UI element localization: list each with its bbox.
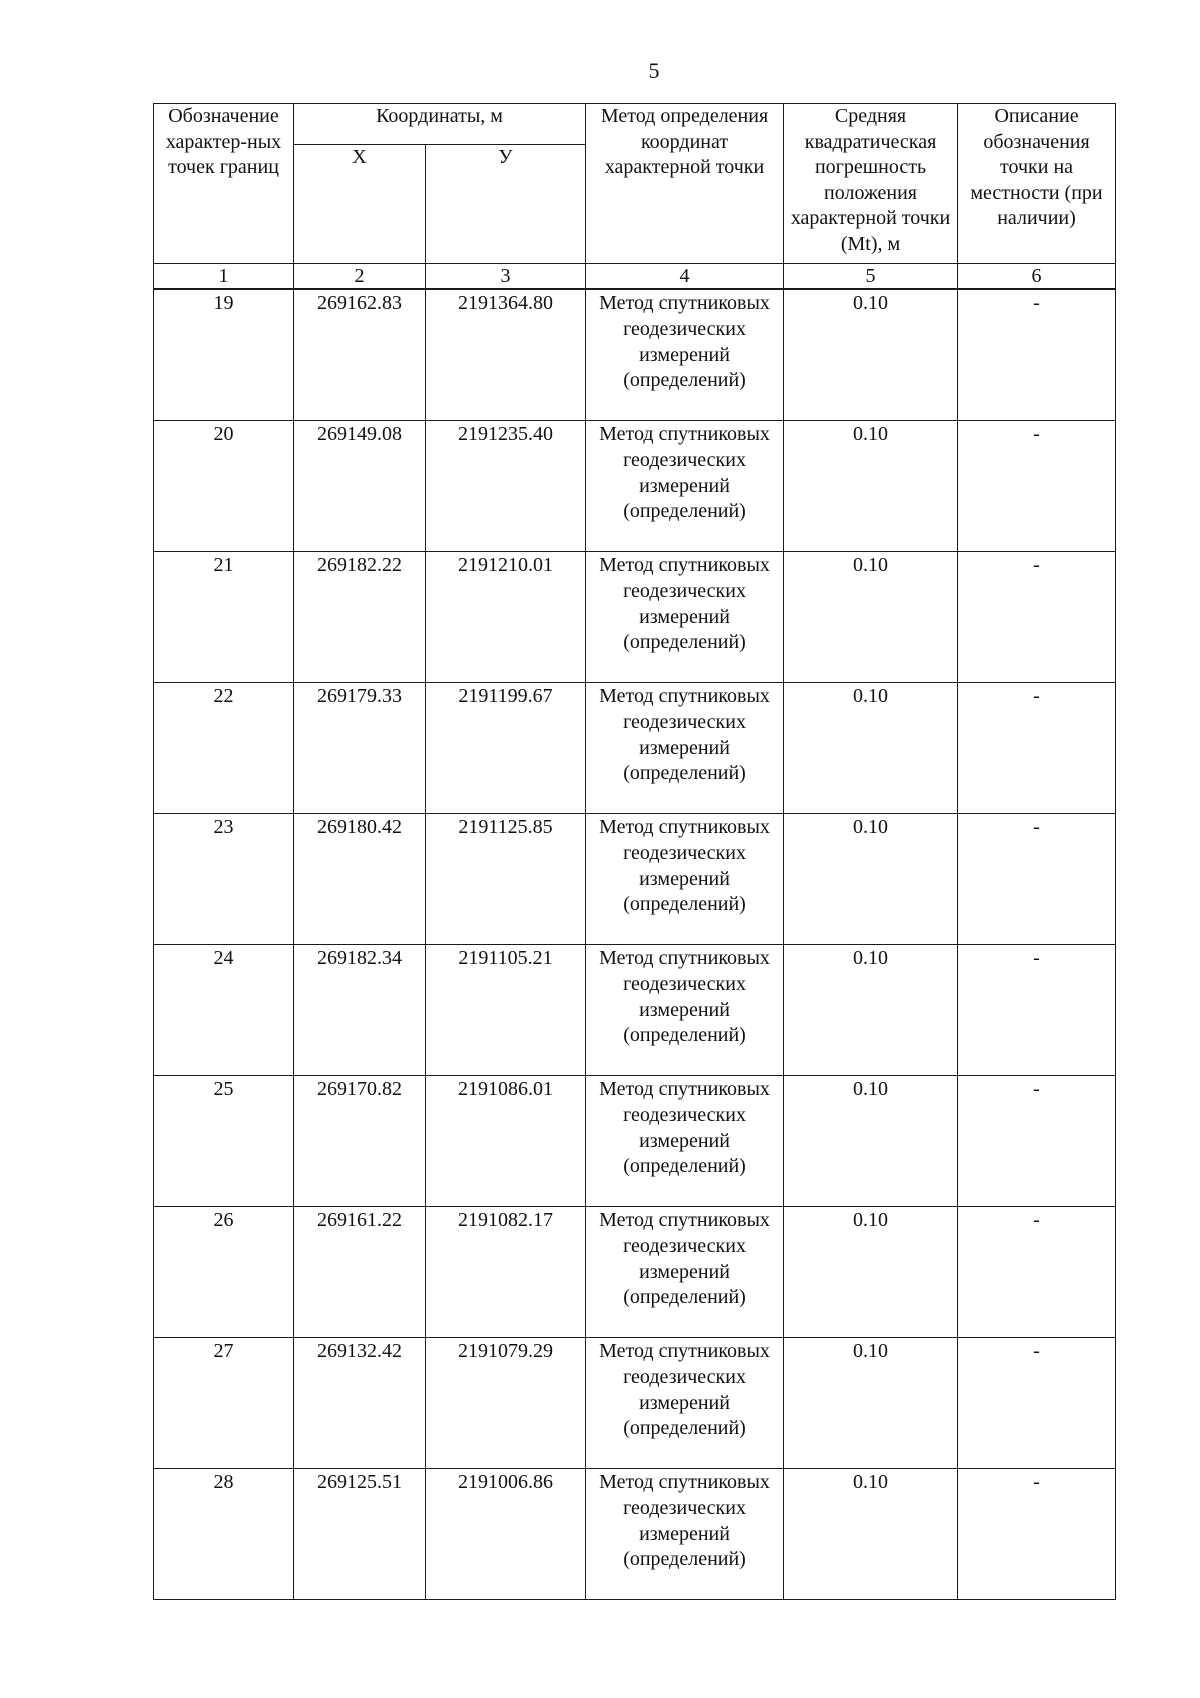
method-cell: Метод спутниковых геодезических измерений (определений) xyxy=(586,552,784,683)
table-row xyxy=(154,1338,1116,1469)
column-number: 1 xyxy=(154,264,294,290)
description-cell: - xyxy=(958,1338,1116,1469)
error-cell: 0.10 xyxy=(784,814,958,945)
method-cell: Метод спутниковых геодезических измерений (определений) xyxy=(586,683,784,814)
column-number: 4 xyxy=(586,264,784,290)
point-cell: 24 xyxy=(154,945,294,1076)
method-cell: Метод спутниковых геодезических измерений (определений) xyxy=(586,421,784,552)
header-description: Описание обозначения точки на местности (при наличии) xyxy=(958,104,1116,264)
description-cell: - xyxy=(958,289,1116,421)
error-cell: 0.10 xyxy=(784,945,958,1076)
description-cell: - xyxy=(958,683,1116,814)
description-cell: - xyxy=(958,814,1116,945)
table-row xyxy=(154,814,1116,945)
point-cell: 22 xyxy=(154,683,294,814)
table-row xyxy=(154,683,1116,814)
description-cell: - xyxy=(958,1076,1116,1207)
method-cell: Метод спутниковых геодезических измерений (определений) xyxy=(586,1207,784,1338)
table-row xyxy=(154,945,1116,1076)
x-coordinate-cell: 269132.42 xyxy=(294,1338,426,1469)
y-coordinate-cell: 2191199.67 xyxy=(426,683,586,814)
description-cell: - xyxy=(958,1469,1116,1600)
y-coordinate-cell: 2191079.29 xyxy=(426,1338,586,1469)
x-coordinate-cell: 269162.83 xyxy=(294,289,426,421)
header-y: У xyxy=(426,145,586,264)
method-cell: Метод спутниковых геодезических измерений (определений) xyxy=(586,945,784,1076)
y-coordinate-cell: 2191235.40 xyxy=(426,421,586,552)
description-cell: - xyxy=(958,421,1116,552)
y-coordinate-cell: 2191210.01 xyxy=(426,552,586,683)
description-cell: - xyxy=(958,945,1116,1076)
header-coordinates: Координаты, м xyxy=(294,104,586,145)
point-cell: 28 xyxy=(154,1469,294,1600)
point-cell: 20 xyxy=(154,421,294,552)
table-row xyxy=(154,1469,1116,1600)
method-cell: Метод спутниковых геодезических измерений (определений) xyxy=(586,289,784,421)
method-cell: Метод спутниковых геодезических измерений (определений) xyxy=(586,1338,784,1469)
table-body xyxy=(154,289,1116,1600)
x-coordinate-cell: 269149.08 xyxy=(294,421,426,552)
x-coordinate-cell: 269125.51 xyxy=(294,1469,426,1600)
method-cell: Метод спутниковых геодезических измерений (определений) xyxy=(586,1469,784,1600)
x-coordinate-cell: 269182.22 xyxy=(294,552,426,683)
y-coordinate-cell: 2191364.80 xyxy=(426,289,586,421)
y-coordinate-cell: 2191006.86 xyxy=(426,1469,586,1600)
header-designation: Обозначение характер-ных точек границ xyxy=(154,104,294,264)
description-cell: - xyxy=(958,1207,1116,1338)
method-cell: Метод спутниковых геодезических измерений (определений) xyxy=(586,814,784,945)
table-row xyxy=(154,552,1116,683)
point-cell: 26 xyxy=(154,1207,294,1338)
header-error: Средняя квадратическая погрешность положения характерной точки (Mt), м xyxy=(784,104,958,264)
error-cell: 0.10 xyxy=(784,289,958,421)
y-coordinate-cell: 2191125.85 xyxy=(426,814,586,945)
point-cell: 21 xyxy=(154,552,294,683)
point-cell: 23 xyxy=(154,814,294,945)
error-cell: 0.10 xyxy=(784,1469,958,1600)
point-cell: 25 xyxy=(154,1076,294,1207)
x-coordinate-cell: 269180.42 xyxy=(294,814,426,945)
y-coordinate-cell: 2191105.21 xyxy=(426,945,586,1076)
table-header xyxy=(154,104,1116,290)
y-coordinate-cell: 2191082.17 xyxy=(426,1207,586,1338)
x-coordinate-cell: 269170.82 xyxy=(294,1076,426,1207)
column-number: 6 xyxy=(958,264,1116,290)
header-x: X xyxy=(294,145,426,264)
error-cell: 0.10 xyxy=(784,1338,958,1469)
table-row xyxy=(154,421,1116,552)
method-cell: Метод спутниковых геодезических измерений (определений) xyxy=(586,1076,784,1207)
description-cell: - xyxy=(958,552,1116,683)
error-cell: 0.10 xyxy=(784,1207,958,1338)
column-number-row xyxy=(154,264,1116,290)
column-number: 3 xyxy=(426,264,586,290)
error-cell: 0.10 xyxy=(784,552,958,683)
point-cell: 19 xyxy=(154,289,294,421)
table-row xyxy=(154,1076,1116,1207)
table-row xyxy=(154,289,1116,421)
page-number: 5 xyxy=(648,58,660,83)
y-coordinate-cell: 2191086.01 xyxy=(426,1076,586,1207)
header-method: Метод определения координат характерной точки xyxy=(586,104,784,264)
x-coordinate-cell: 269182.34 xyxy=(294,945,426,1076)
column-number: 2 xyxy=(294,264,426,290)
table-row xyxy=(154,1207,1116,1338)
coordinates-table xyxy=(153,103,1116,1600)
column-number: 5 xyxy=(784,264,958,290)
error-cell: 0.10 xyxy=(784,683,958,814)
point-cell: 27 xyxy=(154,1338,294,1469)
error-cell: 0.10 xyxy=(784,421,958,552)
x-coordinate-cell: 269179.33 xyxy=(294,683,426,814)
error-cell: 0.10 xyxy=(784,1076,958,1207)
x-coordinate-cell: 269161.22 xyxy=(294,1207,426,1338)
